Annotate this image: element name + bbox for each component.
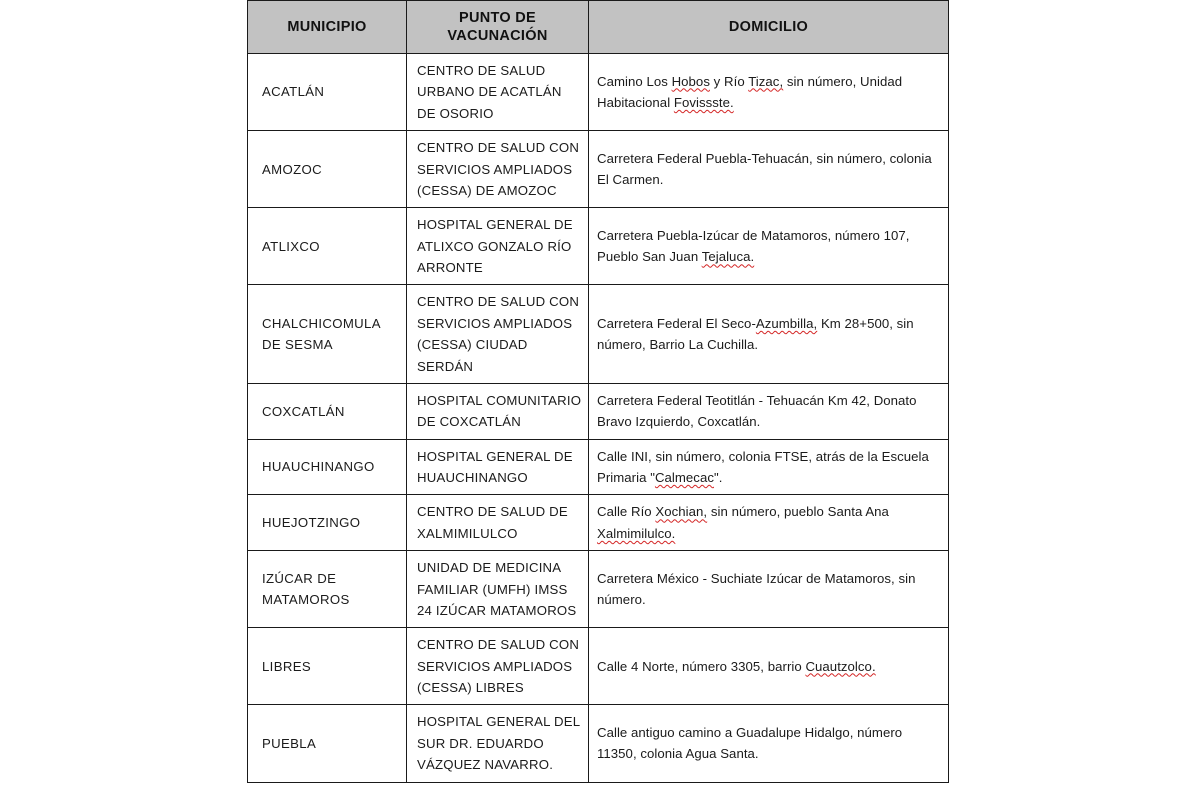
cell-municipio: PUEBLA: [248, 705, 407, 782]
domicilio-text: sin número, Unidad Habitacional: [597, 73, 903, 111]
cell-punto-de-vacunacion: CENTRO DE SALUD CON SERVICIOS AMPLIADOS (CESSA) CIUDAD SERDÁN: [407, 285, 589, 384]
domicilio-text: Calle antiguo camino a Guadalupe Hidalgo, número 11350, colonia Agua Santa.: [597, 725, 903, 762]
table-row: [248, 131, 949, 208]
table-row: [248, 383, 949, 439]
cell-punto-de-vacunacion: CENTRO DE SALUD CON SERVICIOS AMPLIADOS (CESSA) LIBRES: [407, 628, 589, 705]
domicilio-text: Camino Los: [597, 73, 672, 89]
vaccination-points-table: [247, 0, 949, 783]
cell-punto-de-vacunacion: CENTRO DE SALUD DE XALMIMILULCO: [407, 495, 589, 551]
cell-municipio: HUAUCHINANGO: [248, 439, 407, 495]
domicilio-text: Carretera México - Suchiate Izúcar de Matamoros, sin número.: [597, 570, 916, 608]
table-row: [248, 439, 949, 495]
cell-municipio: HUEJOTZINGO: [248, 495, 407, 551]
cell-punto-de-vacunacion: HOSPITAL GENERAL DEL SUR DR. EDUARDO VÁZQUEZ NAVARRO.: [407, 705, 589, 782]
domicilio-text: Calle Río: [597, 504, 656, 520]
table-row: [248, 705, 949, 782]
cell-punto-de-vacunacion: HOSPITAL GENERAL DE HUAUCHINANGO: [407, 439, 589, 495]
cell-municipio: CHALCHICOMULA DE SESMA: [248, 285, 407, 384]
cell-punto-de-vacunacion: HOSPITAL COMUNITARIO DE COXCATLÁN: [407, 383, 589, 439]
domicilio-text: Carretera Federal Teotitlán - Tehuacán Km 42, Donato Bravo Izquierdo, Coxcatlán.: [597, 392, 917, 430]
cell-domicilio: [589, 383, 949, 439]
spellcheck-misspelled-word: Hobos: [671, 73, 710, 89]
spellcheck-misspelled-word: Xochian,: [655, 504, 708, 520]
domicilio-text: Carretera Puebla-Izúcar de Matamoros, número 107, Pueblo San Juan: [597, 227, 910, 265]
cell-municipio: AMOZOC: [248, 131, 407, 208]
cell-domicilio: [589, 208, 949, 285]
spellcheck-misspelled-word: Xalmimilulco.: [597, 525, 676, 541]
cell-domicilio: [589, 131, 949, 208]
cell-municipio: IZÚCAR DE MATAMOROS: [248, 551, 407, 628]
spellcheck-misspelled-word: Fovissste.: [673, 95, 734, 111]
cell-domicilio: [589, 285, 949, 384]
cell-domicilio: [589, 551, 949, 628]
cell-punto-de-vacunacion: UNIDAD DE MEDICINA FAMILIAR (UMFH) IMSS 24 IZÚCAR MATAMOROS: [407, 551, 589, 628]
cell-punto-de-vacunacion: CENTRO DE SALUD URBANO DE ACATLÁN DE OSORIO: [407, 54, 589, 131]
cell-domicilio: [589, 54, 949, 131]
domicilio-text: Carretera Federal El Seco-: [597, 315, 756, 331]
cell-domicilio: [589, 628, 949, 705]
column-header-punto-line2: VACUNACIÓN: [447, 28, 548, 44]
cell-domicilio: [589, 705, 949, 782]
table-row: [248, 551, 949, 628]
spellcheck-misspelled-word: Tizac,: [748, 73, 784, 89]
domicilio-text: Carretera Federal Puebla-Tehuacán, sin número, colonia El Carmen.: [597, 150, 932, 188]
table-header: [248, 1, 949, 54]
spellcheck-misspelled-word: Tejaluca.: [701, 249, 755, 265]
cell-municipio: ATLIXCO: [248, 208, 407, 285]
table-row: [248, 208, 949, 285]
spellcheck-misspelled-word: Calmecac: [654, 470, 714, 485]
domicilio-text: Calle INI, sin número, colonia FTSE, atrás de la Escuela Primaria ": [597, 448, 929, 485]
domicilio-text: ".: [713, 470, 723, 485]
domicilio-text: Calle 4 Norte, número 3305, barrio: [597, 658, 806, 674]
column-header-punto-de-vacunacion: [407, 1, 589, 54]
cell-municipio: LIBRES: [248, 628, 407, 705]
table-row: [248, 285, 949, 384]
cell-domicilio: [589, 439, 949, 495]
cell-punto-de-vacunacion: HOSPITAL GENERAL DE ATLIXCO GONZALO RÍO ARRONTE: [407, 208, 589, 285]
cell-municipio: ACATLÁN: [248, 54, 407, 131]
domicilio-text: y Río: [709, 73, 749, 89]
spellcheck-misspelled-word: Azumbilla,: [755, 315, 818, 331]
domicilio-text: sin número, pueblo Santa Ana: [707, 504, 889, 520]
table-row: [248, 54, 949, 131]
column-header-domicilio: DOMICILIO: [589, 1, 949, 54]
domicilio-text: Km 28+500, sin número, Barrio La Cuchilla.: [597, 315, 914, 353]
table-row: [248, 495, 949, 551]
spellcheck-misspelled-word: Cuautzolco.: [805, 658, 876, 674]
table-row: [248, 628, 949, 705]
table-header-row: [248, 1, 949, 54]
column-header-punto-line1: PUNTO DE: [458, 9, 537, 26]
cell-domicilio: [589, 495, 949, 551]
table-body: [248, 54, 949, 783]
cell-punto-de-vacunacion: CENTRO DE SALUD CON SERVICIOS AMPLIADOS (CESSA) DE AMOZOC: [407, 131, 589, 208]
cell-municipio: COXCATLÁN: [248, 383, 407, 439]
column-header-municipio: MUNICIPIO: [248, 1, 407, 54]
